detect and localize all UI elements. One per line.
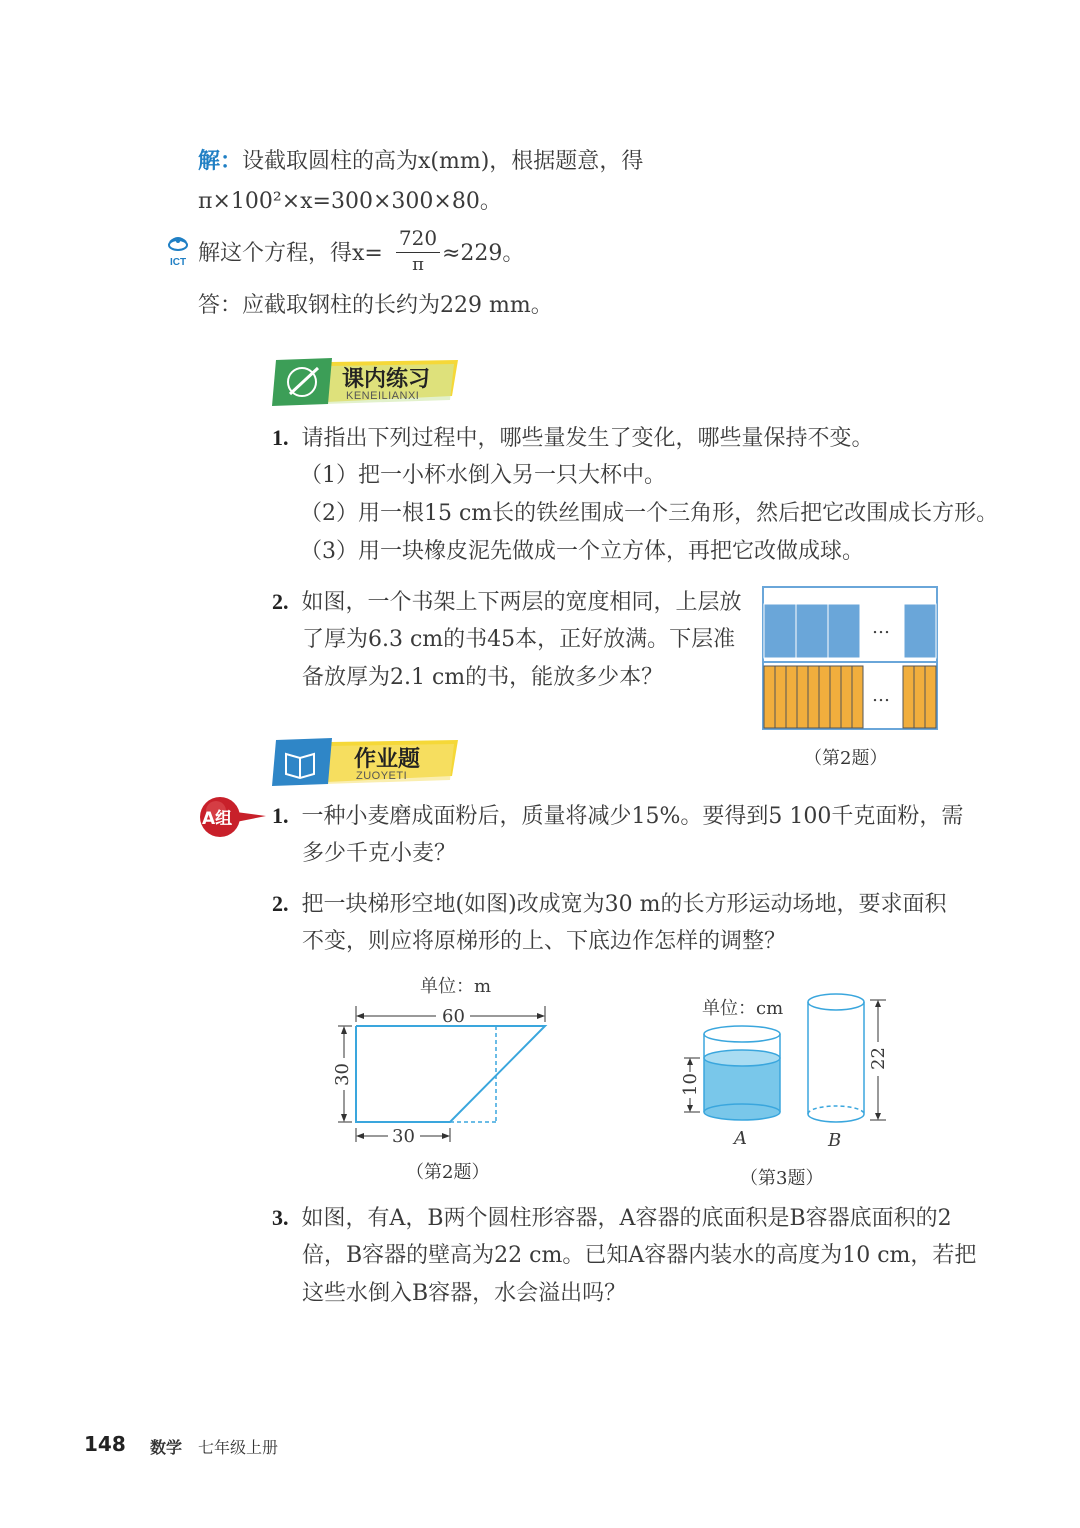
practice-banner [270, 356, 460, 408]
practice-q1-b: （2）用一根15 cm长的铁丝围成一个三角形，然后把它改围成长方形。 [300, 501, 999, 526]
shelf-caption: （第2题） [804, 748, 888, 769]
solution-solve-post: ≈229。 [442, 241, 525, 266]
homework-q1-text-1: 一种小麦磨成面粉后，质量将减少15%。要得到5 100千克面粉，需 [301, 804, 964, 829]
trapezoid-unit: 单位：m [420, 976, 492, 997]
shelf-top-ellipsis: … [872, 617, 890, 638]
group-badge [196, 796, 268, 838]
solution-line-1 [198, 148, 643, 176]
page-number: 148 [84, 1432, 126, 1456]
homework-q1-number: 1. [272, 803, 289, 828]
homework-q3-text-1: 如图，有A，B两个圆柱形容器，A容器的底面积是B容器底面积的2 [301, 1206, 952, 1231]
practice-banner-title: 课内练习 [342, 367, 431, 392]
practice-q1 [272, 424, 874, 453]
solution-label: 解： [198, 149, 243, 174]
cylinders-unit: 单位：cm [702, 998, 784, 1019]
solution-solve-pre: 解这个方程，得x= [198, 241, 383, 266]
practice-q2-text-1: 如图，一个书架上下两层的宽度相同，上层放 [301, 590, 742, 615]
trapezoid-caption: （第2题） [406, 1162, 490, 1183]
homework-q2-text-2: 不变，则应将原梯形的上、下底边作怎样的调整？ [302, 929, 787, 954]
solution-answer: 答：应截取钢柱的长约为229 mm。 [198, 293, 553, 318]
cylinders-caption: （第3题） [740, 1168, 824, 1189]
homework-q3-line-1 [272, 1204, 952, 1233]
fraction [396, 226, 440, 275]
practice-banner-subtitle: KENEILIANXI [346, 390, 420, 402]
cylinder-a-label: A [734, 1128, 747, 1149]
bookshelf-figure [762, 586, 938, 730]
footer-subject: 数学 [150, 1438, 183, 1457]
homework-q3-text-2: 倍，B容器的壁高为22 cm。已知A容器内装水的高度为10 cm，若把 [302, 1243, 977, 1268]
solution-equation: π×100²×x=300×300×80。 [198, 189, 502, 214]
practice-q2-text-3: 备放厚为2.1 cm的书，能放多少本？ [302, 665, 664, 690]
cylinder-a-height-label: 10 [680, 1073, 701, 1096]
cylinders-figure [676, 980, 906, 1160]
footer-book: 七年级上册 [198, 1438, 279, 1457]
homework-q2-number: 2. [272, 891, 289, 916]
fraction-bar [396, 252, 440, 253]
homework-q2-line-1 [272, 890, 947, 919]
practice-q1-text: 请指出下列过程中，哪些量发生了变化，哪些量保持不变。 [301, 426, 874, 451]
trapezoid-bottom-label: 30 [392, 1126, 415, 1147]
trapezoid-left-label: 30 [332, 1063, 353, 1086]
cylinder-b-label: B [828, 1130, 842, 1151]
homework-q1-line-1 [272, 802, 963, 831]
group-badge-label: A组 [202, 809, 233, 829]
practice-q1-a: （1）把一小杯水倒入另一只大杯中。 [300, 463, 666, 488]
homework-banner-title: 作业题 [354, 747, 421, 772]
homework-q3-text-3: 这些水倒入B容器，水会溢出吗？ [302, 1281, 627, 1306]
trapezoid-top-label: 60 [442, 1006, 465, 1027]
cylinder-b-height-label: 22 [868, 1047, 889, 1070]
solution-setup: 设截取圆柱的高为x(mm)，根据题意，得 [242, 149, 644, 174]
trapezoid-figure [326, 970, 566, 1170]
homework-banner-subtitle: ZUOYETI [356, 770, 408, 782]
practice-q2-number: 2. [272, 589, 289, 614]
homework-q1-text-2: 多少千克小麦？ [302, 841, 457, 866]
practice-q2-text-2: 了厚为6.3 cm的书45本，正好放满。下层准 [302, 627, 736, 652]
ict-label: ICT [169, 257, 187, 268]
shelf-bottom-ellipsis: … [872, 685, 890, 706]
fraction-numerator: 720 [398, 226, 438, 250]
homework-banner [270, 736, 460, 788]
fraction-denominator: π [412, 254, 424, 275]
homework-q3-number: 3. [272, 1205, 289, 1230]
practice-q2-line-1 [272, 588, 742, 617]
ict-icon [160, 232, 196, 268]
practice-q1-c: （3）用一块橡皮泥先做成一个立方体，再把它改做成球。 [300, 539, 864, 564]
homework-q2-text-1: 把一块梯形空地(如图)改成宽为30 m的长方形运动场地，要求面积 [301, 892, 947, 917]
practice-q1-number: 1. [272, 425, 289, 450]
